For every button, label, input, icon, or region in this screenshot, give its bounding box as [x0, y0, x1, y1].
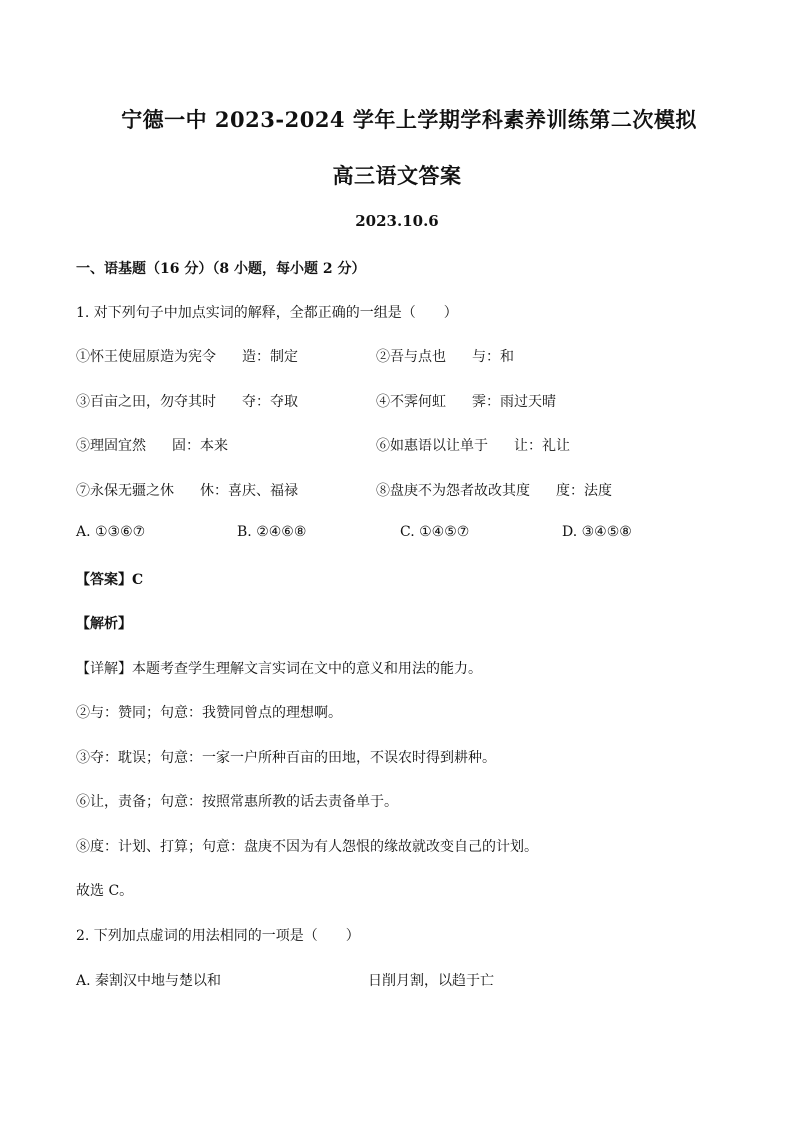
item-gloss: 霁：雨过天晴: [472, 394, 556, 410]
q1-item-2: [376, 346, 514, 366]
q2-option-a-right: 日削月割，以趋于亡: [368, 973, 494, 989]
q1-explanation-2: ③夺：耽误；句意：一家一户所种百亩的田地，不误农时得到耕种。: [76, 750, 496, 766]
item-text: ③百亩之田，勿夺其时: [76, 394, 216, 410]
q1-option-c: C. ①④⑤⑦: [400, 524, 470, 540]
q1-item-5: [76, 435, 228, 455]
item-gloss: 固：本来: [172, 438, 228, 454]
question-1-stem: 1. 对下列句子中加点实词的解释，全都正确的一组是（ ）: [76, 305, 458, 321]
q1-explanation-1: ②与：赞同；句意：我赞同曾点的理想啊。: [76, 705, 342, 721]
q1-explanation-4: ⑧度：计划、打算；句意：盘庚不因为有人怨恨的缘故就改变自己的计划。: [76, 839, 538, 855]
question-2-stem: 2. 下列加点虚词的用法相同的一项是（ ）: [76, 928, 360, 944]
q1-item-6: [376, 435, 570, 455]
item-text: ①怀王使屈原造为宪令: [76, 349, 216, 365]
q1-item-3: [76, 391, 298, 411]
item-gloss: 度：法度: [556, 483, 612, 499]
q1-option-b: B. ②④⑥⑧: [237, 524, 307, 540]
section-heading: 一、语基题（16 分）（8 小题，每小题 2 分）: [76, 261, 366, 277]
item-gloss: 夺：夺取: [242, 394, 298, 410]
item-text: ⑦永保无疆之休: [76, 483, 174, 499]
q1-item-7: [76, 480, 298, 500]
item-text: ⑥如惠语以让单于: [376, 438, 488, 454]
item-text: ⑧盘庚不为怨者故改其度: [376, 483, 530, 499]
item-gloss: 休：喜庆、福禄: [200, 483, 298, 499]
q1-item-4: [376, 391, 556, 411]
exam-title: 宁德一中 2023-2024 学年上学期学科素养训练第二次模拟: [121, 107, 697, 132]
item-gloss: 与：和: [472, 349, 514, 365]
item-gloss: 让：礼让: [514, 438, 570, 454]
exam-subtitle: 高三语文答案: [332, 163, 462, 188]
q1-item-1: [76, 346, 298, 366]
q1-item-8: [376, 480, 612, 500]
q2-option-a-left: A. 秦割汉中地与楚以和: [76, 973, 222, 989]
q1-answer: 【答案】C: [76, 572, 144, 588]
item-gloss: 造：制定: [242, 349, 298, 365]
q1-option-a: A. ①③⑥⑦: [76, 524, 146, 540]
q1-option-d: D. ③④⑤⑧: [562, 524, 632, 540]
item-text: ⑤理固宜然: [76, 438, 146, 454]
q1-conclusion: 故选 C。: [76, 883, 134, 899]
item-text: ④不霁何虹: [376, 394, 446, 410]
q1-detail: 【详解】本题考查学生理解文言实词在文中的意义和用法的能力。: [76, 661, 482, 677]
q1-analysis-label: 【解析】: [76, 616, 132, 632]
item-text: ②吾与点也: [376, 349, 446, 365]
exam-date: 2023.10.6: [355, 212, 439, 230]
q1-explanation-3: ⑥让，责备；句意：按照常惠所教的话去责备单于。: [76, 794, 398, 810]
